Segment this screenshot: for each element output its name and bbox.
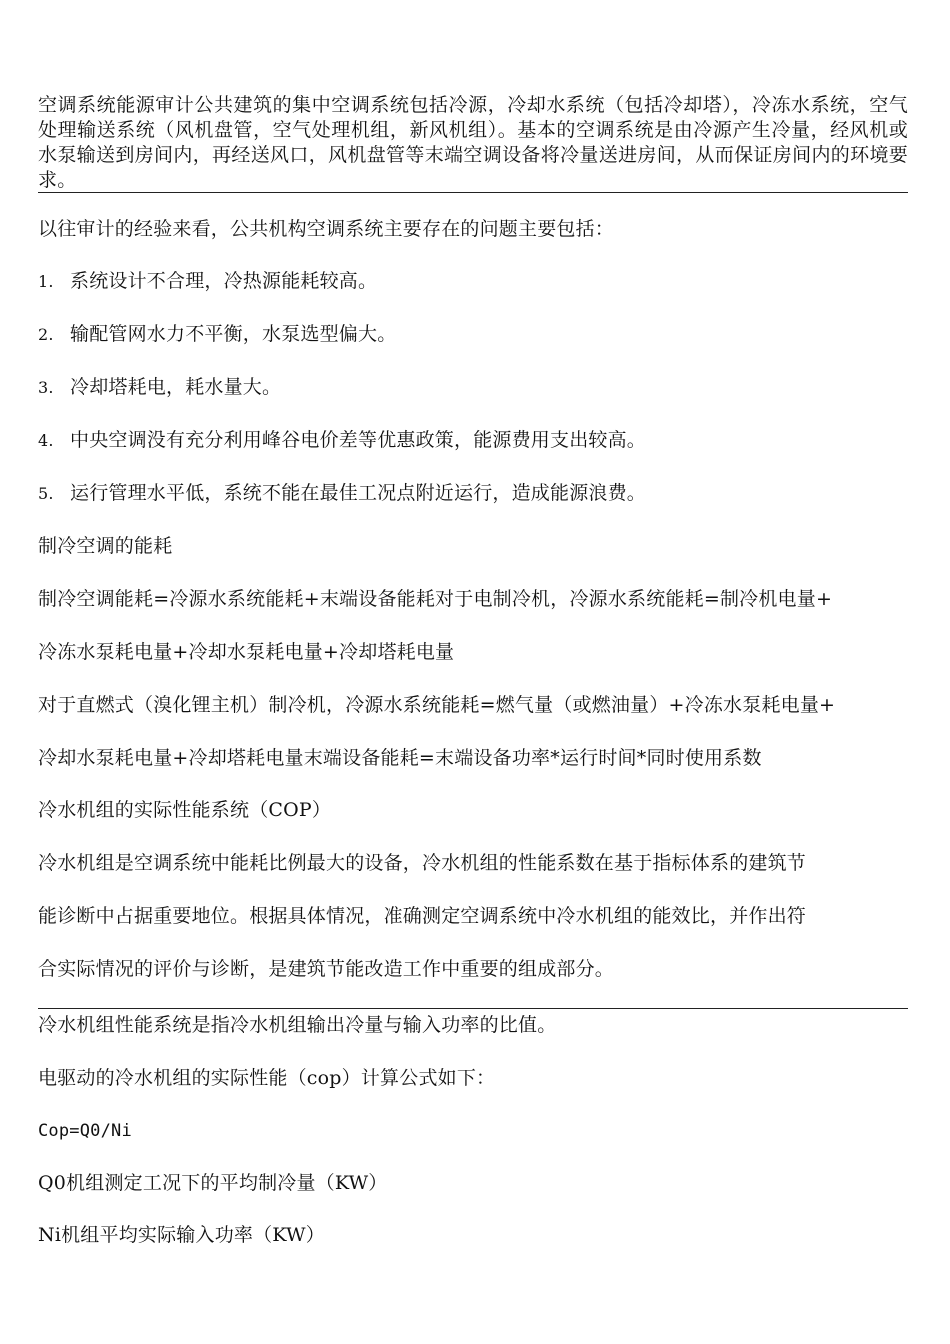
energy-line: 制冷空调能耗=冷源水系统能耗+末端设备能耗对于电制冷机，冷源水系统能耗=制冷机电量+ <box>38 588 833 610</box>
energy-line: 冷却水泵耗电量+冷却塔耗电量末端设备能耗=末端设备功率*运行时间*同时使用系数 <box>38 747 762 769</box>
problem-item-5 <box>38 481 646 506</box>
energy-line: 冷冻水泵耗电量+冷却水泵耗电量+冷却塔耗电量 <box>38 641 455 663</box>
energy-heading: 制冷空调的能耗 <box>38 535 173 557</box>
problem-text: 运行管理水平低，系统不能在最佳工况点附近运行，造成能源浪费。 <box>70 482 647 504</box>
problem-text: 系统设计不合理，冷热源能耗较高。 <box>70 270 378 292</box>
problem-text: 输配管网水力不平衡，水泵选型偏大。 <box>70 323 397 345</box>
divider-line <box>38 192 908 193</box>
problem-number: 5. <box>38 484 54 503</box>
problem-text: 冷却塔耗电，耗水量大。 <box>70 376 282 398</box>
intro-paragraph: 空调系统能源审计公共建筑的集中空调系统包括冷源，冷却水系统（包括冷却塔），冷冻水系统，空气处理输送系统（风机盘管，空气处理机组，新风机组）。基本的空调系统是由冷源产生冷量，经风机或水泵输送到房间内，再经送风口，风机盘管等末端空调设备将冷量送进房间，从而保证房间内的环境要求。 <box>38 94 908 191</box>
problem-item-3 <box>38 375 281 400</box>
problem-number: 1. <box>38 272 54 291</box>
cop-definition: 冷水机组性能系统是指冷水机组输出冷量与输入功率的比值。 <box>38 1014 557 1036</box>
cop-heading: 冷水机组的实际性能系统（COP） <box>38 799 332 821</box>
cop-paragraph-line: 能诊断中占据重要地位。根据具体情况，准确测定空调系统中冷水机组的能效比，并作出符 <box>38 905 807 927</box>
problem-item-2 <box>38 322 396 347</box>
problem-text: 中央空调没有充分利用峰谷电价差等优惠政策，能源费用支出较高。 <box>70 429 647 451</box>
problem-item-4 <box>38 428 646 453</box>
cop-formula: Cop=Q0/Ni <box>38 1121 132 1141</box>
problem-item-1 <box>38 269 377 294</box>
problems-intro: 以往审计的经验来看，公共机构空调系统主要存在的问题主要包括： <box>38 218 615 240</box>
q0-definition: Q0机组测定工况下的平均制冷量（KW） <box>38 1172 388 1194</box>
ni-definition: Ni机组平均实际输入功率（KW） <box>38 1224 325 1246</box>
formula-intro: 电驱动的冷水机组的实际性能（cop）计算公式如下： <box>38 1067 496 1089</box>
energy-line: 对于直燃式（溴化锂主机）制冷机，冷源水系统能耗=燃气量（或燃油量）+冷冻水泵耗电量+ <box>38 694 836 716</box>
cop-paragraph-line: 冷水机组是空调系统中能耗比例最大的设备，冷水机组的性能系数在基于指标体系的建筑节 <box>38 852 807 874</box>
problem-number: 3. <box>38 378 54 397</box>
divider-line <box>38 1008 908 1009</box>
problem-number: 4. <box>38 431 54 450</box>
cop-paragraph-line: 合实际情况的评价与诊断，是建筑节能改造工作中重要的组成部分。 <box>38 958 615 980</box>
problem-number: 2. <box>38 325 54 344</box>
